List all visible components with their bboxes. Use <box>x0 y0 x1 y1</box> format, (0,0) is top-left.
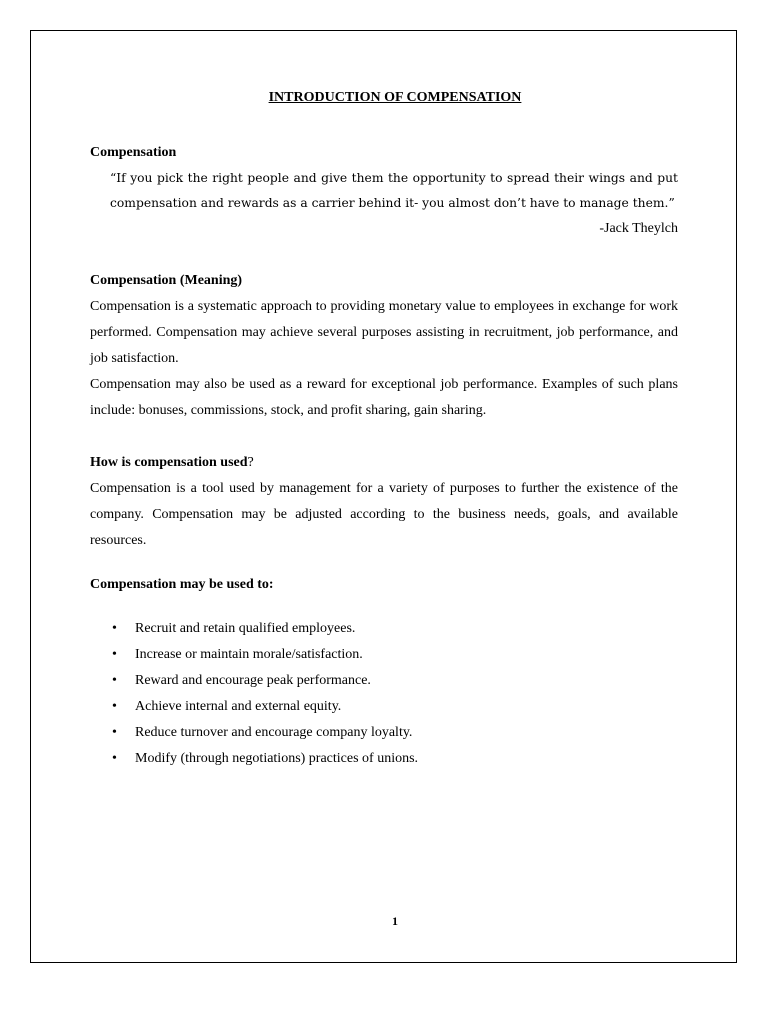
uses-bullet-list <box>90 616 678 772</box>
list-item <box>90 616 678 642</box>
document-body <box>90 140 678 772</box>
list-item-text: Reduce turnover and encourage company loyalty. <box>135 725 413 740</box>
usage-heading <box>90 450 678 476</box>
usage-heading-text: How is compensation used <box>90 455 248 470</box>
list-item-text: Modify (through negotiations) practices of unions. <box>135 751 419 766</box>
list-item-text: Reward and encourage peak performance. <box>135 673 371 688</box>
bullet-icon: • <box>112 621 117 636</box>
bullet-icon: • <box>112 699 117 714</box>
bullet-icon: • <box>112 647 117 662</box>
document-title: INTRODUCTION OF COMPENSATION <box>268 90 522 105</box>
list-item-text: Recruit and retain qualified employees. <box>135 621 356 636</box>
compensation-heading: Compensation <box>90 145 177 160</box>
meaning-paragraph-1: Compensation is a systematic approach to providing monetary value to employees in exchange for work performed. Compensation may achieve several purposes assisting in recruitment, job performance, and job satisfaction. <box>90 299 678 366</box>
list-item-text: Achieve internal and external equity. <box>135 699 342 714</box>
page-number: 1 <box>392 914 398 928</box>
bullet-icon: • <box>112 673 117 688</box>
usage-paragraph: Compensation is a tool used by management for a variety of purposes to further the existence of the company. Compensation may be adjusted according to the business needs, goals, and available resources. <box>90 481 678 548</box>
list-item <box>90 746 678 772</box>
quote-text: “If you pick the right people and give them the opportunity to spread their wings and put compensation and rewards as a carrier behind it- you almost don’t have to manage them.” <box>110 171 678 210</box>
list-item-text: Increase or maintain morale/satisfaction. <box>135 647 363 662</box>
list-item <box>90 642 678 668</box>
uses-heading: Compensation may be used to: <box>90 577 274 592</box>
usage-heading-question-mark: ? <box>247 455 254 470</box>
meaning-heading: Compensation (Meaning) <box>90 273 243 288</box>
bullet-icon: • <box>112 751 117 766</box>
list-item <box>90 668 678 694</box>
list-item <box>90 694 678 720</box>
list-item <box>90 720 678 746</box>
meaning-paragraph-2: Compensation may also be used as a reward for exceptional job performance. Examples of such plans include: bonuses, commissions, stock, and profit sharing, gain sharing. <box>90 377 678 418</box>
bullet-icon: • <box>112 725 117 740</box>
quote-author: -Jack Theylch <box>599 221 678 236</box>
